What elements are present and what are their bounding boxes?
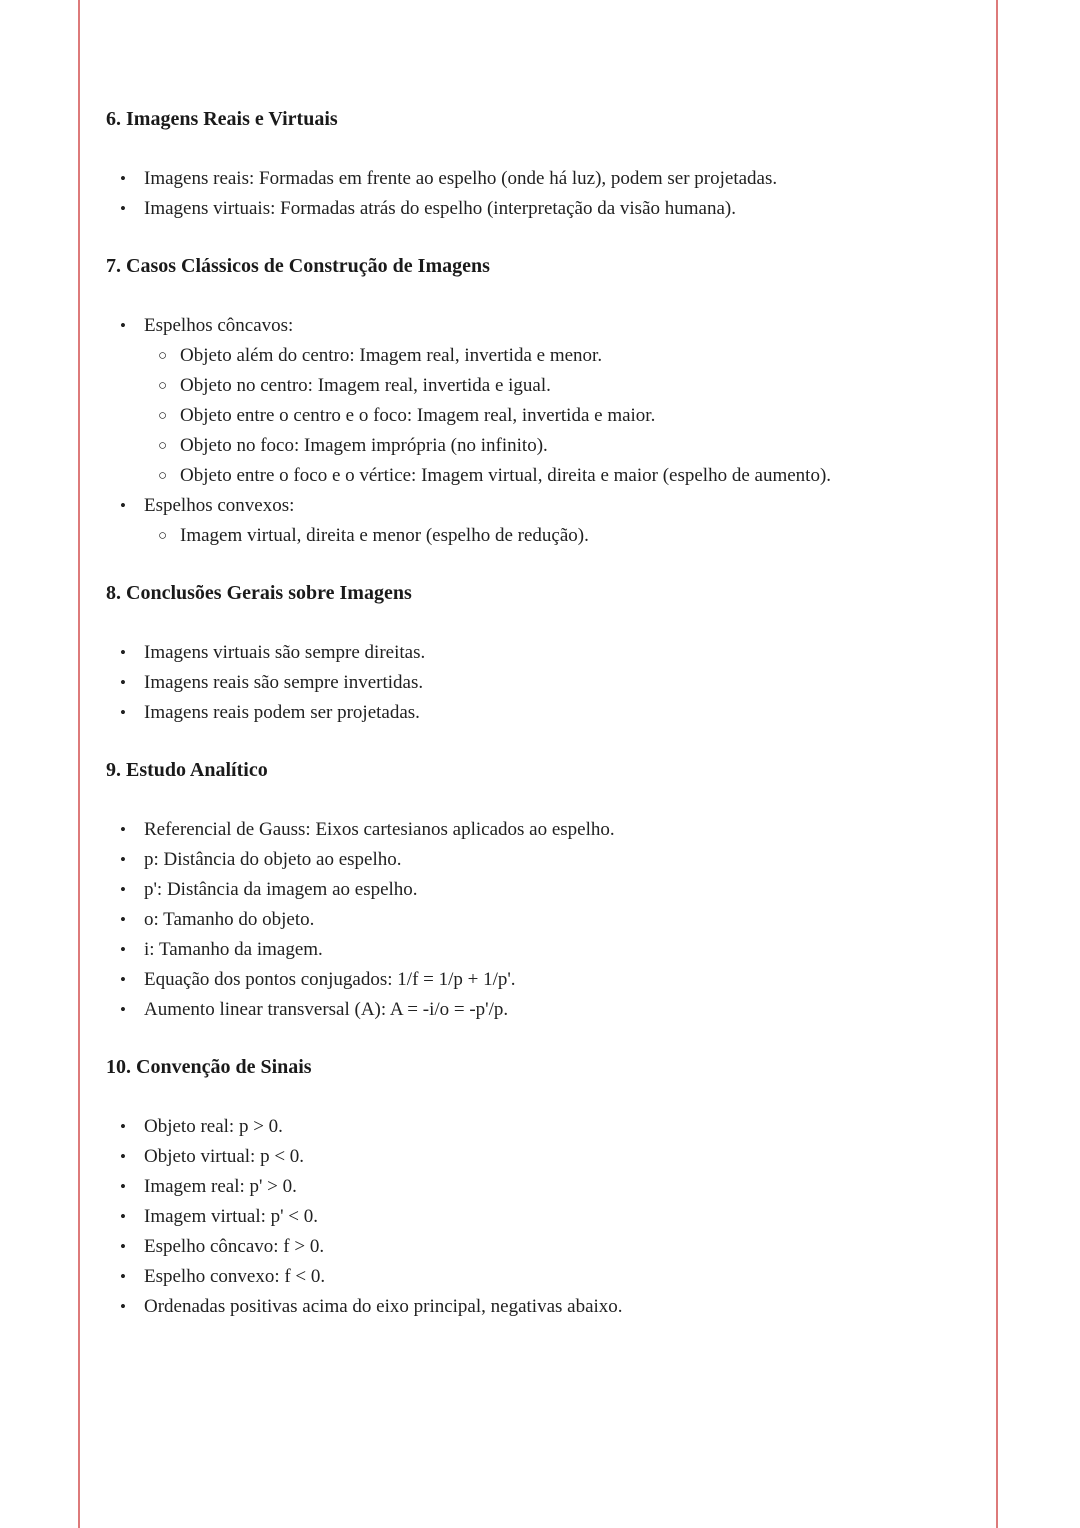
section-heading: 9. Estudo Analítico (106, 759, 268, 781)
list-item-text: Imagens reais são sempre invertidas. (144, 672, 424, 693)
sub-list-item (106, 461, 976, 491)
list-item (106, 311, 976, 341)
sub-bullet-icon: ○ (158, 408, 168, 424)
sub-list-item-text: Objeto entre o centro e o foco: Imagem real, invertida e maior. (180, 405, 656, 426)
list-item (106, 668, 976, 698)
bullet-icon: • (120, 643, 126, 662)
sub-list-item (106, 341, 976, 371)
list-item-text: Aumento linear transversal (A): A = -i/o = -p'/p. (144, 999, 509, 1020)
list-item (106, 164, 976, 194)
list-item-text: Equação dos pontos conjugados: 1/f = 1/p + 1/p'. (144, 969, 516, 990)
list-item (106, 1172, 976, 1202)
bullet-icon: • (120, 1147, 126, 1166)
bullet-icon: • (120, 880, 126, 899)
list-item-text: Imagem real: p' > 0. (144, 1176, 297, 1197)
list-item (106, 194, 976, 224)
bullet-icon: • (120, 1207, 126, 1226)
bullet-icon: • (120, 1297, 126, 1316)
list-item-text: Espelho convexo: f < 0. (144, 1266, 326, 1287)
bullet-icon: • (120, 169, 126, 188)
list-item (106, 815, 976, 845)
document-section (106, 104, 976, 224)
list-item-text: p': Distância da imagem ao espelho. (144, 879, 418, 900)
section-heading: 10. Convenção de Sinais (106, 1056, 312, 1078)
list-item-text: i: Tamanho da imagem. (144, 939, 323, 960)
list-item-text: o: Tamanho do objeto. (144, 909, 315, 930)
list-item (106, 995, 976, 1025)
sub-bullet-icon: ○ (158, 468, 168, 484)
list-item-text: Referencial de Gauss: Eixos cartesianos aplicados ao espelho. (144, 819, 615, 840)
list-item (106, 638, 976, 668)
bullet-icon: • (120, 673, 126, 692)
bullet-icon: • (120, 316, 126, 335)
bullet-icon: • (120, 910, 126, 929)
sub-list-item-text: Objeto além do centro: Imagem real, invertida e menor. (180, 345, 603, 366)
list-item-text: Imagens virtuais: Formadas atrás do espelho (interpretação da visão humana). (144, 198, 736, 219)
sub-bullet-icon: ○ (158, 528, 168, 544)
list-item (106, 491, 976, 521)
bullet-icon: • (120, 1177, 126, 1196)
document-section (106, 1052, 976, 1322)
list-item (106, 875, 976, 905)
list-item-text: Espelhos convexos: (144, 495, 295, 516)
bullet-icon: • (120, 199, 126, 218)
list-item (106, 1142, 976, 1172)
list-item (106, 1112, 976, 1142)
document-section (106, 578, 976, 728)
list-item-text: Imagens reais: Formadas em frente ao espelho (onde há luz), podem ser projetadas. (144, 168, 778, 189)
list-item (106, 845, 976, 875)
list-item (106, 935, 976, 965)
document-section (106, 755, 976, 1025)
bullet-icon: • (120, 940, 126, 959)
section-heading: 8. Conclusões Gerais sobre Imagens (106, 582, 412, 604)
document-section (106, 251, 976, 551)
list-item (106, 1292, 976, 1322)
list-item-text: Imagens reais podem ser projetadas. (144, 702, 420, 723)
list-item (106, 965, 976, 995)
bullet-icon: • (120, 1117, 126, 1136)
sub-list-item-text: Objeto no centro: Imagem real, invertida e igual. (180, 375, 551, 396)
list-item (106, 698, 976, 728)
sub-list-item (106, 371, 976, 401)
list-item-text: Objeto virtual: p < 0. (144, 1146, 305, 1167)
list-item-text: Objeto real: p > 0. (144, 1116, 283, 1137)
section-list (106, 815, 976, 1025)
page-margin-rule-left (78, 0, 80, 1528)
list-item-text: Imagem virtual: p' < 0. (144, 1206, 319, 1227)
list-item (106, 1232, 976, 1262)
sub-list-item (106, 521, 976, 551)
bullet-icon: • (120, 820, 126, 839)
list-item-text: Imagens virtuais são sempre direitas. (144, 642, 426, 663)
list-item-text: Espelhos côncavos: (144, 315, 294, 336)
sub-list-item (106, 401, 976, 431)
section-list (106, 1112, 976, 1322)
bullet-icon: • (120, 1237, 126, 1256)
section-heading: 6. Imagens Reais e Virtuais (106, 108, 338, 130)
list-item-text: p: Distância do objeto ao espelho. (144, 849, 402, 870)
list-item-text: Espelho côncavo: f > 0. (144, 1236, 325, 1257)
list-item-text: Ordenadas positivas acima do eixo principal, negativas abaixo. (144, 1296, 623, 1317)
bullet-icon: • (120, 703, 126, 722)
document-content (106, 104, 976, 1322)
sub-list-item-text: Imagem virtual, direita e menor (espelho de redução). (180, 525, 589, 546)
bullet-icon: • (120, 1267, 126, 1286)
sub-list-item (106, 431, 976, 461)
sub-list-item-text: Objeto entre o foco e o vértice: Imagem virtual, direita e maior (espelho de aumento). (180, 465, 832, 486)
section-heading: 7. Casos Clássicos de Construção de Imagens (106, 255, 490, 277)
bullet-icon: • (120, 1000, 126, 1019)
page-margin-rule-right (996, 0, 998, 1528)
bullet-icon: • (120, 496, 126, 515)
section-list (106, 311, 976, 551)
sub-list-item-text: Objeto no foco: Imagem imprópria (no infinito). (180, 435, 548, 456)
list-item (106, 1262, 976, 1292)
sub-bullet-icon: ○ (158, 348, 168, 364)
list-item (106, 905, 976, 935)
section-list (106, 638, 976, 728)
bullet-icon: • (120, 970, 126, 989)
sub-bullet-icon: ○ (158, 378, 168, 394)
section-list (106, 164, 976, 224)
sub-bullet-icon: ○ (158, 438, 168, 454)
bullet-icon: • (120, 850, 126, 869)
list-item (106, 1202, 976, 1232)
